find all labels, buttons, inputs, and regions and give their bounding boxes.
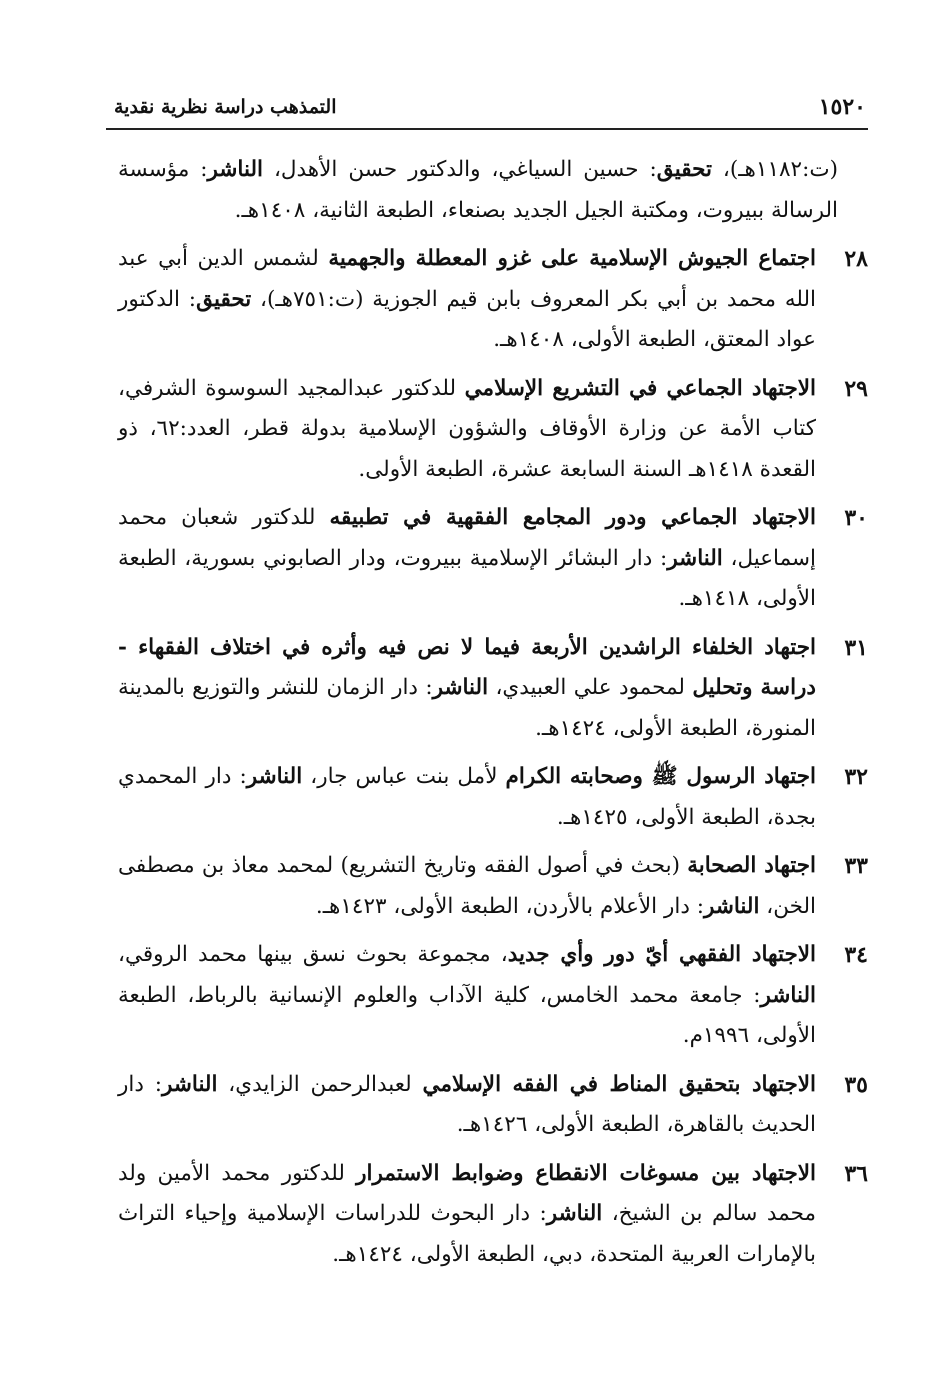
entry-bold-text: الاجتهاد بتحقيق المناط في الفقه الإسلامي: [422, 1071, 817, 1097]
entry-bold-text: اجتهاد الصحابة: [687, 853, 816, 878]
entry-number: ٢٨: [844, 246, 868, 272]
entry-bold-text: الناشر: [667, 545, 723, 571]
entry-text: : دار البشائر الإسلامية ببيروت، ودار الصابوني بسورية، الطبعة الأولى، ١٤١٨هـ.: [118, 545, 816, 611]
bibliography-entry: [118, 935, 868, 1057]
entry-text: للدكتور عبدالمجيد السوسوة الشرفي، كتاب الأمة عن وزارة الأوقاف والشؤون الإسلامية بدولة قطر، العدد:٦٢، ذو القعدة ١٤١٨هـ السنة السابعة عشرة، الطبعة الأولى.: [118, 375, 816, 482]
bibliography-entry: [118, 498, 868, 620]
entry-text: : الدكتور عواد المعتق، الطبعة الأولى، ١٤٠٨هـ.: [118, 286, 816, 352]
entry-bold-text: اجتهاد الرسول ﷺ وصحابته الكرام: [505, 764, 816, 789]
entry-text: : دار البحوث للدراسات الإسلامية وإحياء التراث بالإمارات العربية المتحدة، دبي، الطبعة الأولى، ١٤٢٤هـ.: [118, 1201, 816, 1267]
entry-bold-text: تحقيق: [196, 286, 252, 312]
entry-text: لمحمود علي العبيدي،: [488, 675, 693, 700]
entry-text: : دار الحديث بالقاهرة، الطبعة الأولى، ١٤٢٦هـ.: [118, 1071, 816, 1137]
bibliography-entry: [118, 369, 868, 491]
running-title: التمذهب دراسة نظرية نقدية: [114, 96, 337, 118]
entry-number: ٢٩: [844, 375, 868, 402]
entry-text: : جامعة محمد الخامس، كلية الآداب والعلوم الإنسانية بالرباط، الطبعة الأولى، ١٩٩٦م.: [118, 982, 816, 1048]
bibliography-list: [118, 150, 868, 1283]
entry-bold-text: الناشر: [546, 1201, 603, 1226]
entry-text: (بحث في أصول الفقه وتاريخ التشريع) لمحمد معاذ بن مصطفى الخن،: [118, 853, 816, 919]
page-header: [106, 92, 868, 130]
bibliography-entry: [118, 846, 868, 927]
entry-bold-text: تحقيق: [656, 157, 712, 182]
entry-number: ٣٢: [844, 764, 868, 790]
bibliography-entry: [118, 757, 868, 838]
bibliography-entry: [118, 150, 868, 231]
entry-text: ، مجموعة بحوث نسق بينها محمد الروقي،: [118, 942, 508, 967]
entry-bold-text: الاجتهاد الفقهي أيّ دور وأي جديد: [507, 942, 816, 967]
entry-number: ٣٦: [844, 1160, 868, 1187]
entry-number: ٣٠: [844, 505, 868, 531]
entry-text: (ت:١١٨٢هـ)،: [711, 157, 838, 182]
entry-bold-text: الناشر: [432, 675, 489, 700]
entry-bold-text: الناشر: [207, 157, 263, 182]
entry-number: ٣٥: [844, 1071, 868, 1098]
entry-bold-text: الاجتهاد الجماعي في التشريع الإسلامي: [464, 375, 816, 401]
entry-text: : حسين السياغي، والدكتور حسن الأهدل،: [263, 157, 657, 182]
entry-text: : دار الزمان للنشر والتوزيع بالمدينة المنورة، الطبعة الأولى، ١٤٢٤هـ.: [118, 675, 816, 741]
entry-bold-text: الناشر: [162, 1071, 218, 1097]
entry-number: ٣١: [844, 634, 868, 661]
entry-bold-text: اجتهاد الخلفاء الراشدين الأربعة فيما لا نص فيه وأثره في اختلاف الفقهاء - دراسة وتحليل: [118, 634, 816, 700]
entry-text: لعبدالرحمن الزايدي،: [217, 1071, 423, 1097]
entry-text: : مؤسسة الرسالة ببيروت، ومكتبة الجيل الجديد بصنعاء، الطبعة الثانية، ١٤٠٨هـ.: [118, 157, 838, 223]
entry-text: للدكتور محمد الأمين ولد محمد سالم بن الشيخ،: [118, 1160, 816, 1226]
entry-text: : دار المحمدي بجدة، الطبعة الأولى، ١٤٢٥هـ.: [118, 764, 816, 830]
bibliography-entry: [118, 1154, 868, 1276]
entry-bold-text: الناشر: [704, 893, 760, 919]
bibliography-entry: [118, 628, 868, 750]
entry-bold-text: الاجتهاد الجماعي ودور المجامع الفقهية في تطبيقه: [329, 505, 816, 530]
entry-number: ٣٤: [844, 942, 868, 968]
entry-number: ٣٣: [844, 853, 868, 879]
entry-bold-text: الناشر: [246, 764, 303, 789]
entry-bold-text: الناشر: [760, 982, 816, 1008]
entry-bold-text: اجتماع الجيوش الإسلامية على غزو المعطلة والجهمية: [328, 246, 816, 271]
bibliography-entry: [118, 239, 868, 361]
bibliography-entry: [118, 1065, 868, 1146]
entry-bold-text: الاجتهاد بين مسوغات الانقطاع وضوابط الاستمرار: [356, 1160, 816, 1186]
entry-text: لأمل بنت عباس جار،: [302, 764, 506, 789]
entry-text: : دار الأعلام بالأردن، الطبعة الأولى، ١٤٢٣هـ.: [315, 893, 704, 919]
entry-text: للدكتور شعبان محمد إسماعيل،: [118, 505, 817, 571]
entry-text: لشمس الدين أبي عبد الله محمد بن أبي بكر المعروف بابن قيم الجوزية (ت:٧٥١هـ)،: [118, 246, 816, 312]
page-number: ١٥٢٠: [818, 94, 866, 120]
